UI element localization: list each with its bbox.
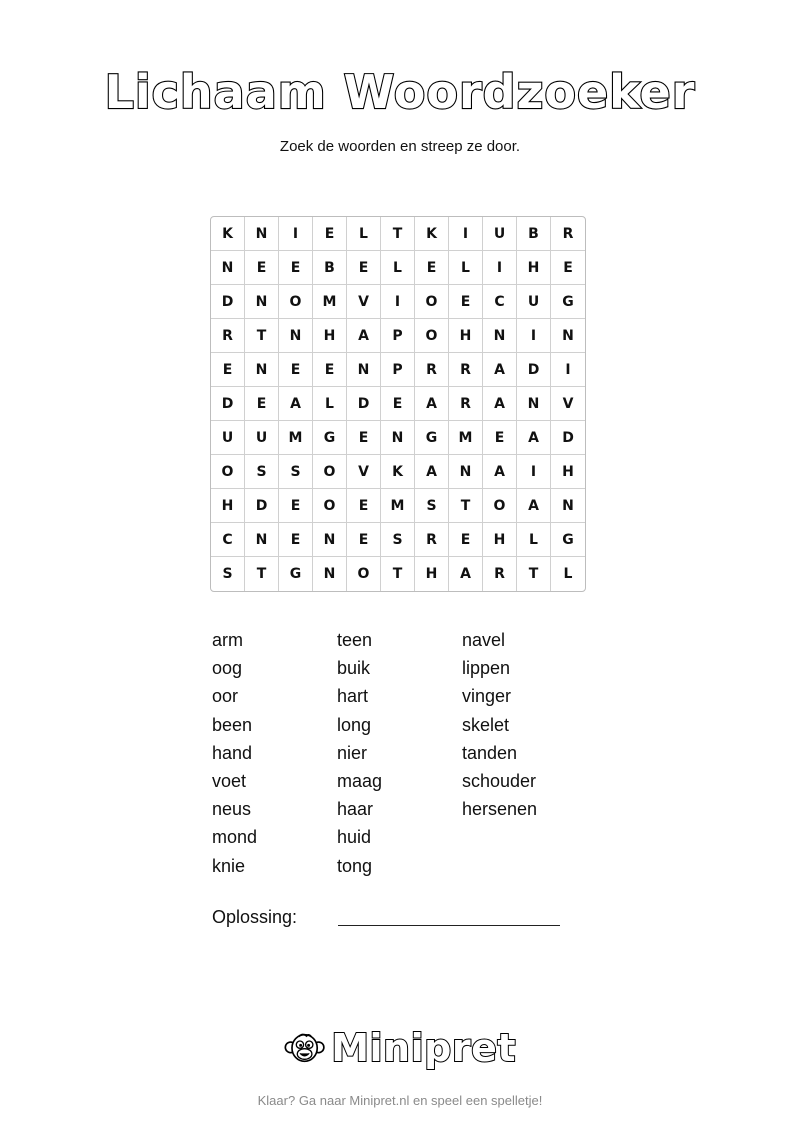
grid-cell[interactable]: K: [211, 217, 245, 251]
word-item: hand: [212, 742, 253, 763]
grid-cell[interactable]: C: [483, 285, 517, 319]
grid-cell[interactable]: P: [381, 353, 415, 387]
grid-cell[interactable]: T: [517, 557, 551, 591]
grid-cell[interactable]: L: [449, 251, 483, 285]
grid-cell[interactable]: D: [211, 285, 245, 319]
grid-cell[interactable]: G: [415, 421, 449, 455]
grid-cell[interactable]: A: [279, 387, 313, 421]
grid-cell[interactable]: A: [347, 319, 381, 353]
grid-cell[interactable]: I: [483, 251, 517, 285]
minipret-logo[interactable]: [284, 1020, 516, 1076]
word-item: maag: [337, 770, 383, 791]
word-item: oor: [212, 686, 239, 707]
grid-cell[interactable]: E: [211, 353, 245, 387]
grid-cell[interactable]: N: [517, 387, 551, 421]
grid-cell[interactable]: E: [347, 251, 381, 285]
grid-cell[interactable]: S: [279, 455, 313, 489]
grid-cell[interactable]: V: [347, 285, 381, 319]
grid-cell[interactable]: A: [415, 387, 449, 421]
grid-cell[interactable]: L: [517, 523, 551, 557]
grid-cell[interactable]: T: [245, 557, 279, 591]
grid-cell[interactable]: N: [483, 319, 517, 353]
grid-cell[interactable]: N: [245, 353, 279, 387]
grid-cell[interactable]: S: [211, 557, 245, 591]
grid-cell[interactable]: E: [313, 353, 347, 387]
grid-cell[interactable]: E: [279, 251, 313, 285]
page-title: Lichaam Woordzoeker: [104, 65, 696, 119]
grid-cell[interactable]: D: [551, 421, 585, 455]
grid-cell[interactable]: R: [211, 319, 245, 353]
grid-cell[interactable]: O: [313, 455, 347, 489]
word-column: [337, 626, 462, 880]
grid-cell[interactable]: L: [313, 387, 347, 421]
word-item: schouder: [462, 770, 537, 791]
word-item: tanden: [462, 742, 518, 763]
grid-cell[interactable]: I: [449, 217, 483, 251]
word-item: been: [212, 714, 253, 735]
solution-label: Oplossing:: [212, 907, 298, 927]
grid-cell[interactable]: E: [415, 251, 449, 285]
grid-cell[interactable]: H: [211, 489, 245, 523]
solution-answer-line[interactable]: [338, 925, 560, 926]
grid-cell[interactable]: O: [347, 557, 381, 591]
grid-cell[interactable]: D: [211, 387, 245, 421]
grid-cell[interactable]: C: [211, 523, 245, 557]
grid-cell[interactable]: K: [415, 217, 449, 251]
grid-cell[interactable]: E: [381, 387, 415, 421]
grid-cell[interactable]: K: [381, 455, 415, 489]
grid-cell[interactable]: R: [415, 523, 449, 557]
grid-cell[interactable]: O: [211, 455, 245, 489]
grid-cell[interactable]: G: [551, 285, 585, 319]
grid-cell[interactable]: H: [483, 523, 517, 557]
grid-cell[interactable]: D: [517, 353, 551, 387]
grid-cell[interactable]: N: [551, 489, 585, 523]
grid-cell[interactable]: N: [347, 353, 381, 387]
grid-cell[interactable]: D: [245, 489, 279, 523]
grid-cell[interactable]: U: [245, 421, 279, 455]
word-list: [212, 626, 592, 880]
grid-cell[interactable]: V: [551, 387, 585, 421]
grid-cell[interactable]: L: [381, 251, 415, 285]
grid-cell[interactable]: E: [347, 421, 381, 455]
word-item: arm: [212, 630, 243, 650]
grid-cell[interactable]: I: [517, 319, 551, 353]
grid-cell[interactable]: O: [313, 489, 347, 523]
grid-cell[interactable]: U: [483, 217, 517, 251]
grid-cell[interactable]: N: [245, 285, 279, 319]
word-column: [212, 626, 337, 880]
grid-cell[interactable]: H: [551, 455, 585, 489]
grid-cell[interactable]: E: [245, 387, 279, 421]
grid-cell[interactable]: P: [381, 319, 415, 353]
word-item: huid: [337, 827, 372, 848]
grid-cell[interactable]: N: [245, 523, 279, 557]
grid-cell[interactable]: M: [279, 421, 313, 455]
grid-cell[interactable]: E: [449, 285, 483, 319]
grid-cell[interactable]: A: [415, 455, 449, 489]
grid-cell[interactable]: R: [551, 217, 585, 251]
grid-cell[interactable]: L: [563, 566, 573, 582]
grid-cell[interactable]: N: [449, 455, 483, 489]
grid-cell[interactable]: A: [517, 489, 551, 523]
grid-cell[interactable]: T: [381, 217, 415, 251]
footer-note: Klaar? Ga naar Minipret.nl en speel een spelletje!: [257, 1093, 543, 1108]
word-item: voet: [212, 770, 247, 791]
grid-cell[interactable]: A: [483, 353, 517, 387]
grid-cell[interactable]: N: [279, 319, 313, 353]
word-item: mond: [212, 827, 258, 848]
grid-cell[interactable]: N: [313, 557, 347, 591]
grid-cell[interactable]: G: [279, 557, 313, 591]
word-item: long: [337, 714, 372, 735]
word-item: lippen: [462, 658, 511, 679]
grid-cell[interactable]: D: [347, 387, 381, 421]
word-item: knie: [212, 855, 246, 876]
grid-cell[interactable]: A: [483, 455, 517, 489]
grid-cell[interactable]: O: [415, 319, 449, 353]
grid-cell[interactable]: M: [313, 285, 347, 319]
grid-cell[interactable]: H: [313, 319, 347, 353]
grid-cell[interactable]: I: [517, 455, 551, 489]
grid-cell[interactable]: R: [415, 353, 449, 387]
grid-cell[interactable]: E: [279, 353, 313, 387]
grid-cell[interactable]: I: [551, 353, 585, 387]
letter-grid: [210, 216, 586, 592]
grid-cell[interactable]: B: [517, 217, 551, 251]
grid-cell[interactable]: E: [347, 489, 381, 523]
instructions: Zoek de woorden en streep ze door.: [279, 138, 521, 155]
grid-cell[interactable]: S: [415, 489, 449, 523]
grid-cell[interactable]: M: [449, 421, 483, 455]
grid-cell[interactable]: M: [381, 489, 415, 523]
grid-cell[interactable]: U: [211, 421, 245, 455]
grid-cell[interactable]: L: [347, 217, 381, 251]
word-column: [462, 626, 587, 880]
grid-cell[interactable]: E: [551, 251, 585, 285]
grid-cell[interactable]: O: [483, 489, 517, 523]
grid-cell[interactable]: U: [517, 285, 551, 319]
word-item: nier: [337, 742, 368, 763]
grid-cell[interactable]: H: [415, 557, 449, 591]
grid-cell[interactable]: G: [551, 523, 585, 557]
grid-cell[interactable]: E: [245, 251, 279, 285]
word-item: hersenen: [462, 799, 538, 820]
grid-cell[interactable]: H: [517, 251, 551, 285]
grid-cell[interactable]: N: [245, 217, 279, 251]
grid-cell[interactable]: A: [483, 387, 517, 421]
grid-cell[interactable]: E: [279, 489, 313, 523]
grid-cell[interactable]: H: [449, 319, 483, 353]
word-item: navel: [462, 630, 506, 650]
grid-cell[interactable]: T: [245, 319, 279, 353]
word-item: skelet: [462, 714, 510, 735]
grid-cell[interactable]: N: [381, 421, 415, 455]
grid-cell[interactable]: N: [551, 319, 585, 353]
grid-cell[interactable]: T: [381, 557, 415, 591]
grid-cell[interactable]: R: [483, 557, 517, 591]
grid-cell[interactable]: T: [449, 489, 483, 523]
grid-cell[interactable]: G: [313, 421, 347, 455]
grid-cell[interactable]: I: [381, 285, 415, 319]
grid-cell[interactable]: A: [517, 421, 551, 455]
grid-cell[interactable]: I: [279, 217, 313, 251]
word-item: vinger: [462, 686, 512, 707]
grid-cell[interactable]: O: [415, 285, 449, 319]
grid-cell[interactable]: N: [313, 523, 347, 557]
logo-text: Minipret: [331, 1026, 516, 1070]
grid-cell[interactable]: E: [483, 421, 517, 455]
word-item: tong: [337, 855, 373, 876]
grid-cell[interactable]: A: [449, 557, 483, 591]
word-item: oog: [212, 658, 243, 679]
grid-cell[interactable]: V: [347, 455, 381, 489]
grid-cell[interactable]: S: [381, 523, 415, 557]
word-item: neus: [212, 799, 252, 820]
monkey-face-icon: [284, 1023, 325, 1073]
grid-cell[interactable]: O: [279, 285, 313, 319]
word-item: hart: [337, 686, 369, 707]
grid-cell[interactable]: N: [211, 251, 245, 285]
grid-cell[interactable]: S: [245, 455, 279, 489]
grid-cell[interactable]: R: [449, 353, 483, 387]
word-item: haar: [337, 799, 374, 820]
grid-cell[interactable]: E: [279, 523, 313, 557]
grid-cell[interactable]: E: [449, 523, 483, 557]
grid-cell[interactable]: R: [449, 387, 483, 421]
word-item: teen: [337, 630, 373, 650]
grid-cell[interactable]: E: [313, 217, 347, 251]
grid-cell[interactable]: E: [347, 523, 381, 557]
grid-cell[interactable]: B: [313, 251, 347, 285]
word-item: buik: [337, 658, 371, 679]
